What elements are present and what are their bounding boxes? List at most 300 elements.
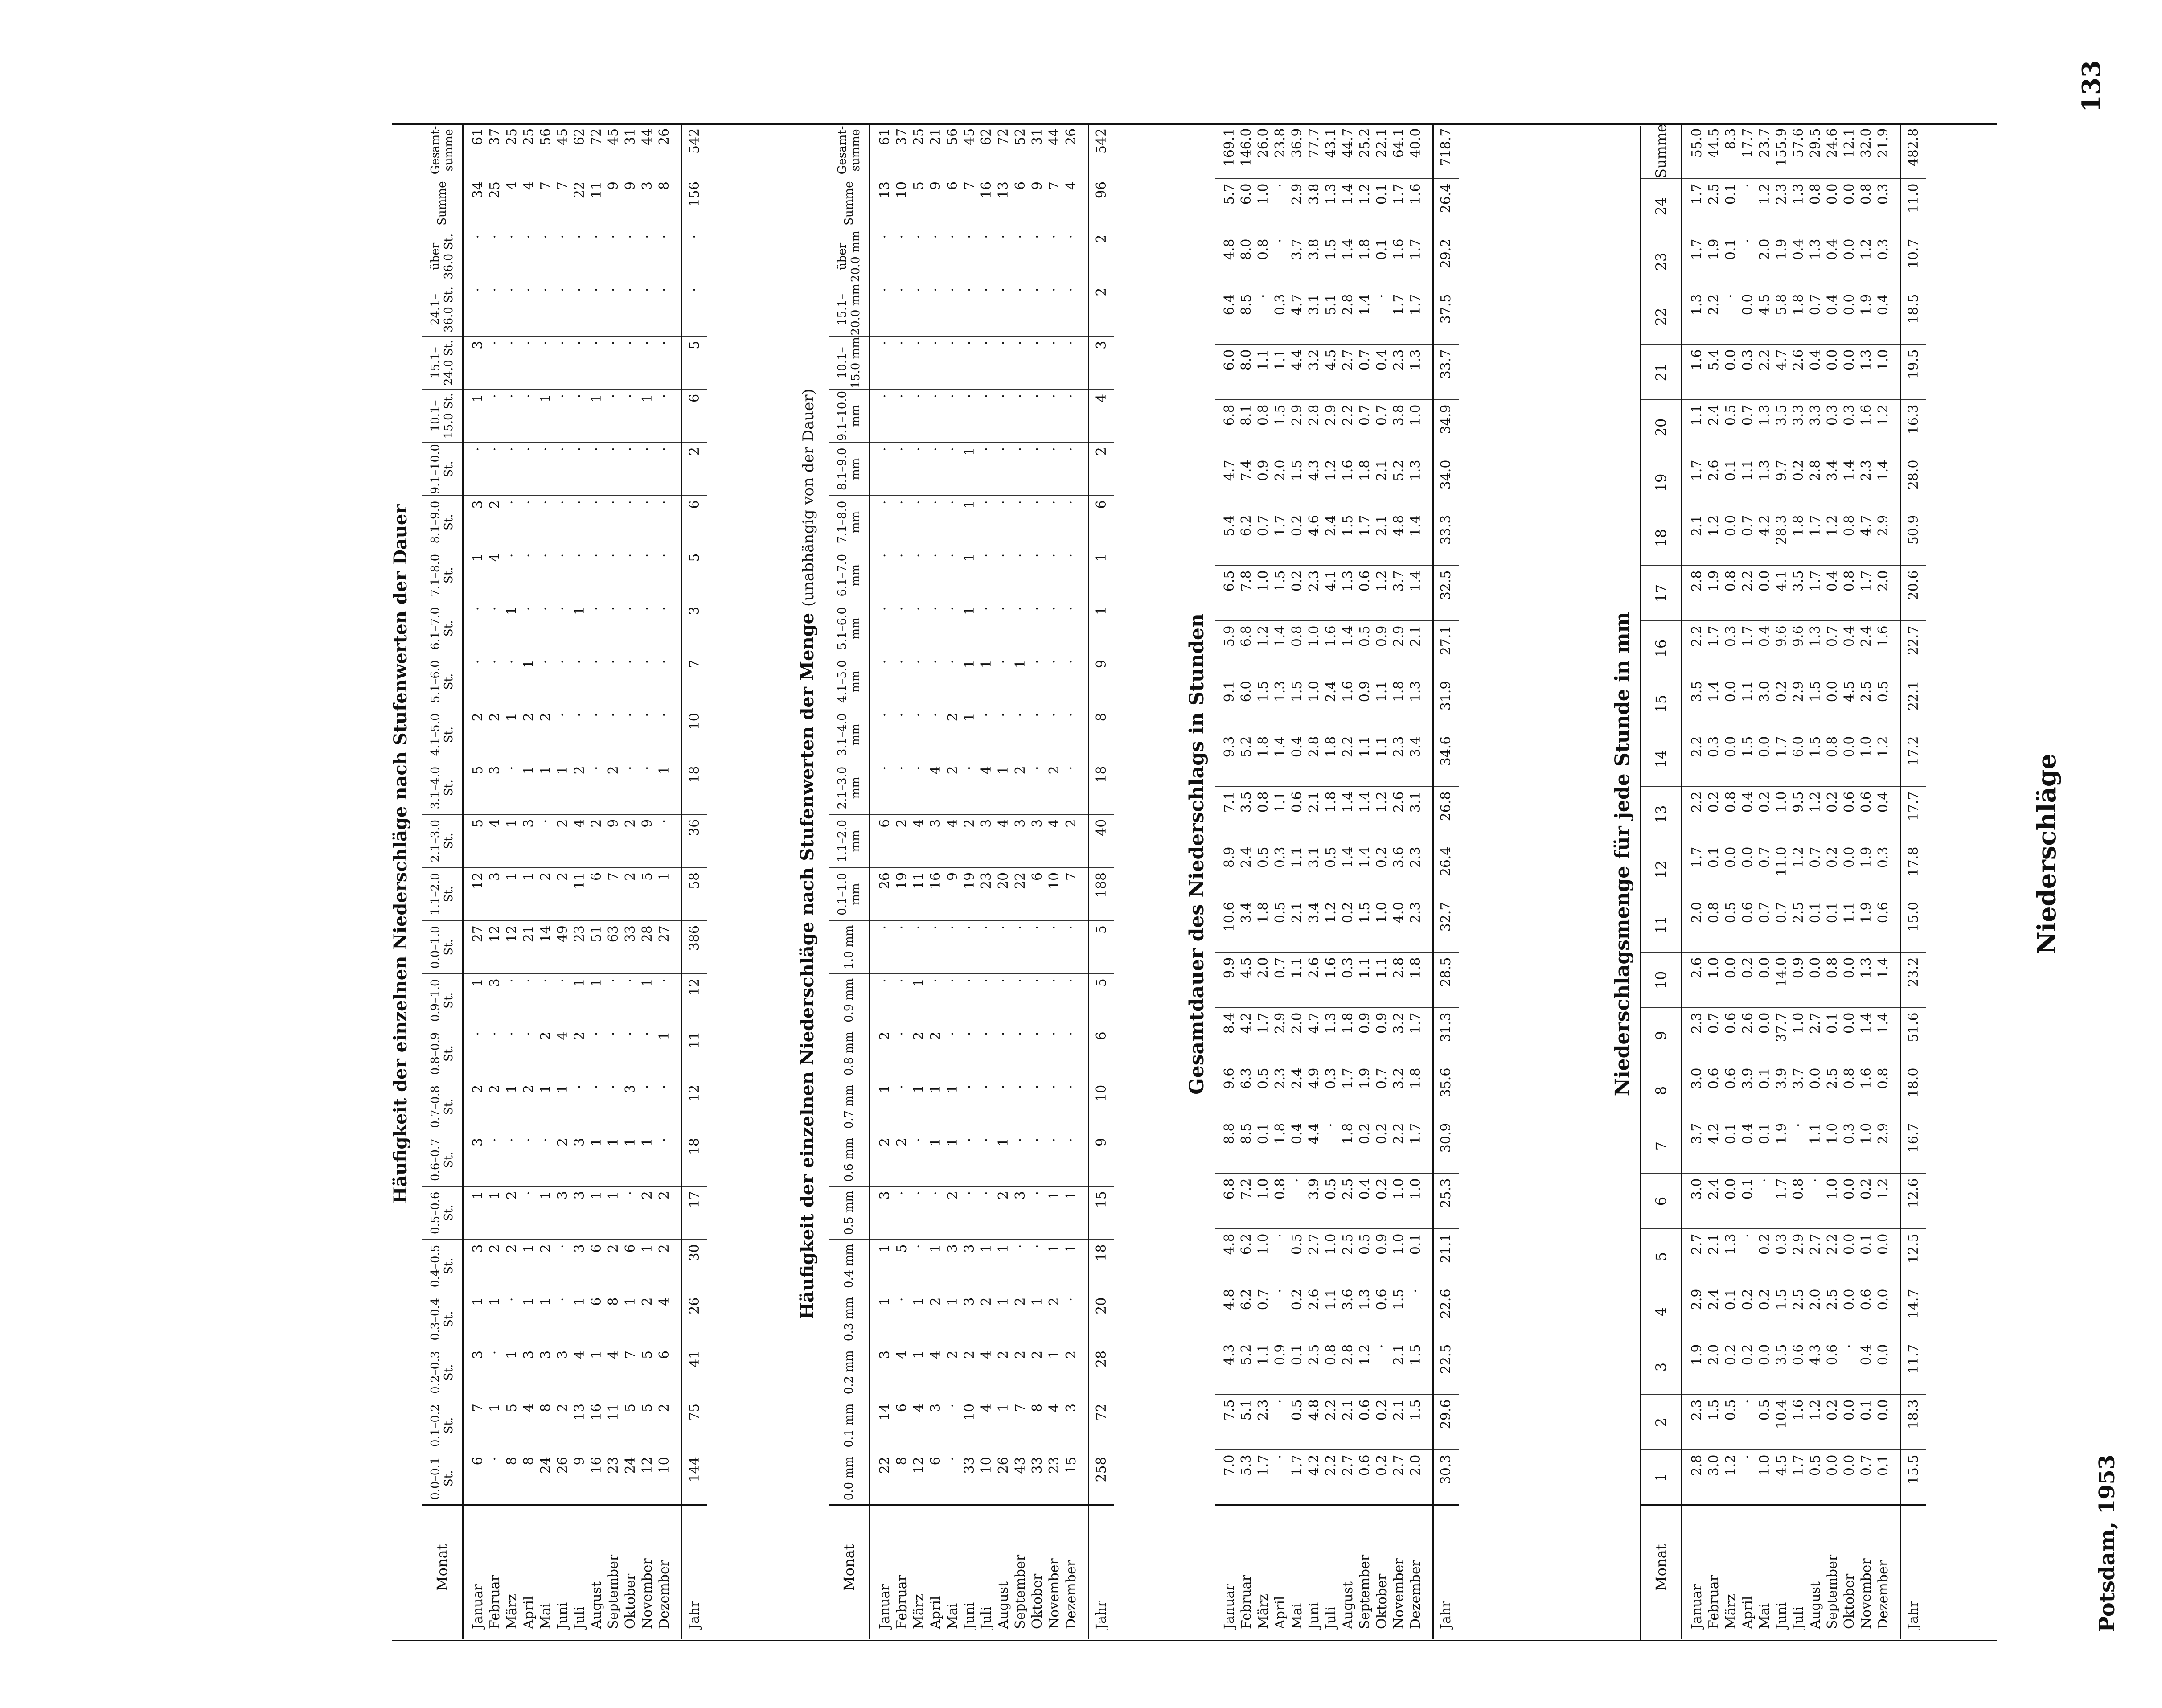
table3-cell: 1 (961, 602, 978, 655)
table3-cell: · (978, 496, 995, 549)
table4-cell: 2 (639, 1187, 656, 1240)
table4-cell: 8 (656, 177, 682, 230)
table3-title-main: Häufigkeit der einzelnen Niederschläge nach Stufenwerten der Menge (797, 612, 818, 1319)
table4-cell: · (622, 655, 639, 708)
table4-cell: 1 (463, 549, 487, 602)
table4-cell: · (537, 1133, 554, 1186)
table2-cell: 1.6 (1407, 179, 1433, 234)
table4-row (639, 123, 656, 1639)
table1-row (1790, 123, 1807, 1639)
table3-cell: 26 (1063, 123, 1089, 177)
table4-cell: · (588, 655, 605, 708)
table1-cell: 1.5 (1807, 676, 1824, 731)
table4-cell: · (656, 1133, 682, 1186)
table1-cell: 1.3 (1807, 234, 1824, 289)
table4-cell: 3 (554, 1187, 571, 1240)
table4-cell: · (656, 496, 682, 549)
table4-cell: 7 (605, 867, 622, 920)
table3-cell: · (894, 655, 911, 708)
table4-cell: · (571, 336, 588, 389)
table4-cell: · (656, 230, 682, 283)
table3-col-header: 0.5 mm (829, 1187, 870, 1240)
table2-cell: 1.0 (1306, 676, 1323, 731)
table1-cell: 2.6 (1739, 1008, 1756, 1063)
table4-cell: 5 (463, 761, 487, 814)
table3-cell: · (944, 1399, 961, 1452)
table4-cell: 16 (588, 1399, 605, 1452)
table3-cell: 1 (1012, 655, 1029, 708)
table1-cell: 1.7 (1858, 566, 1875, 621)
table2-cell: 1.3 (1407, 676, 1433, 731)
table3-cell: · (961, 1187, 978, 1240)
table2-cell: 6.4 (1215, 289, 1238, 345)
table2-cell: · (1255, 289, 1272, 345)
month-label: Oktober (1374, 1505, 1391, 1639)
table2-cell: 0.6 (1374, 1284, 1391, 1339)
table3-year-cell: 188 (1089, 867, 1115, 920)
table4-cell: · (554, 389, 571, 442)
table4-cell: · (605, 974, 622, 1027)
table1-cell: 0.0 (1841, 953, 1858, 1008)
table4-cell: 16 (588, 1452, 605, 1505)
table4-cell: · (571, 230, 588, 283)
table3-cell: 2 (978, 1293, 995, 1346)
month-label: Januar (870, 1505, 894, 1639)
table2-cell: 2.2 (1391, 1118, 1407, 1174)
table1-cell: 0.1 (1739, 1174, 1756, 1229)
month-label: Juni (1306, 1505, 1323, 1639)
table2-cell: 4.2 (1306, 1450, 1323, 1505)
month-label: Juli (1323, 1505, 1340, 1639)
table1-year-cell: 10.7 (1901, 234, 1927, 289)
table3-month-header: Monat (829, 1505, 870, 1639)
table4-cell: 51 (588, 921, 605, 974)
table2-cell: 2.1 (1374, 510, 1391, 566)
table1-year-cell: 15.5 (1901, 1450, 1927, 1505)
table3-cell: 10 (894, 177, 911, 230)
table4-year-row (682, 123, 708, 1639)
table3-cell: · (1029, 602, 1046, 655)
table4-cell: · (521, 389, 537, 442)
table2-cell: · (1374, 1339, 1391, 1395)
month-label: Juli (978, 1505, 995, 1639)
table4-row (537, 123, 554, 1639)
table1-cell: 0.2 (1824, 1395, 1841, 1450)
table2-cell: 7.5 (1215, 1395, 1238, 1450)
table2-cell: 1.8 (1323, 731, 1340, 787)
table1-cell: 1.7 (1739, 621, 1756, 676)
table3-cell: · (1029, 230, 1046, 283)
table2-cell: 1.6 (1340, 676, 1357, 731)
table3-cell: 21 (927, 123, 944, 177)
table1-cell: 0.1 (1723, 1284, 1739, 1339)
table1-cell: 0.0 (1824, 345, 1841, 400)
table4-cell: 4 (554, 1027, 571, 1080)
table2-cell: 1.3 (1272, 676, 1289, 731)
table4-cell: · (537, 496, 554, 549)
table2-cell: 0.8 (1272, 1174, 1289, 1229)
table3-year-cell: 2 (1089, 230, 1115, 283)
table1-cell: 0.4 (1790, 234, 1807, 289)
table1-year-cell: 22.7 (1901, 621, 1927, 676)
table3-cell: 3 (961, 1240, 978, 1293)
table1-cell: 0.2 (1773, 676, 1790, 731)
table4-cell: · (521, 1027, 537, 1080)
table1-cell: 0.8 (1841, 510, 1858, 566)
table4-cell: 1 (622, 1293, 639, 1346)
table3-cell: 20 (995, 867, 1012, 920)
table3-cell: · (995, 921, 1012, 974)
table2-year-row (1433, 123, 1459, 1639)
table4-cell: · (622, 283, 639, 336)
table4-cell: 2 (605, 1240, 622, 1293)
table2-cell: 2.5 (1306, 1339, 1323, 1395)
table3-year-row (1089, 123, 1115, 1639)
table4-cell: 4 (656, 1293, 682, 1346)
table3-cell: · (978, 708, 995, 761)
table2-cell: 3.7 (1391, 566, 1407, 621)
table1-cell: 0.0 (1723, 345, 1739, 400)
table4-cell: 3 (554, 1346, 571, 1399)
table4-year-cell: 18 (682, 1133, 708, 1186)
table4-cell: 1 (639, 1240, 656, 1293)
table3-cell: 14 (870, 1399, 894, 1452)
table4-cell: 2 (656, 1240, 682, 1293)
table1-cell: 1.0 (1824, 1118, 1841, 1174)
table4-cell: · (656, 336, 682, 389)
table1-year-cell: 482.8 (1901, 123, 1927, 179)
table4-cell: · (622, 1027, 639, 1080)
table2-year-cell: 34.0 (1433, 455, 1459, 510)
table1-cell: 2.3 (1682, 1008, 1706, 1063)
table3-cell: 13 (995, 177, 1012, 230)
table4-cell: · (622, 602, 639, 655)
table3-cell: · (1029, 1240, 1046, 1293)
table2-year-cell: 27.1 (1433, 621, 1459, 676)
table1-cell: 0.8 (1706, 897, 1723, 953)
table3-year-cell: 6 (1089, 1027, 1115, 1080)
table2-cell: 0.2 (1374, 1174, 1391, 1229)
table3-cell: 2 (1063, 814, 1089, 867)
table3-cell: 10 (978, 1452, 995, 1505)
table3-cell: 1 (911, 1293, 927, 1346)
table1-cell: 0.0 (1841, 179, 1858, 234)
month-label: Januar (1682, 1505, 1706, 1639)
table3-cell: · (995, 708, 1012, 761)
table3-col-header: 10.1–15.0 mm (829, 336, 870, 389)
table1-cell: 0.0 (1756, 566, 1773, 621)
month-label: November (1858, 1505, 1875, 1639)
table1-cell: 1.0 (1706, 953, 1723, 1008)
table2-cell: 0.2 (1374, 1395, 1391, 1450)
table4-cell: 2 (554, 1399, 571, 1452)
table3-cell: · (894, 389, 911, 442)
table4-cell: 1 (521, 1293, 537, 1346)
table3-col-header: 0.2 mm (829, 1346, 870, 1399)
table2-row (1289, 123, 1306, 1639)
table2-cell: 44.7 (1340, 123, 1357, 179)
table4-cell: · (521, 283, 537, 336)
table3-cell: · (927, 496, 944, 549)
table2-year-cell: 32.5 (1433, 566, 1459, 621)
table1-cell: 0.2 (1706, 787, 1723, 842)
table2-cell: 2.1 (1391, 1339, 1407, 1395)
table3-cell: · (961, 921, 978, 974)
table1-cell: 3.0 (1682, 1174, 1706, 1229)
table2-cell: 8.0 (1238, 345, 1255, 400)
table2-row (1238, 123, 1255, 1639)
table2-cell: 1.5 (1340, 510, 1357, 566)
table1-cell: 0.1 (1756, 1118, 1773, 1174)
table2-cell: 2.3 (1391, 345, 1407, 400)
table3-year-cell: 5 (1089, 921, 1115, 974)
table4-cell: 4 (504, 177, 521, 230)
table3-cell: · (1046, 496, 1063, 549)
table3-cell: 4 (894, 1346, 911, 1399)
table1-cell: 1.7 (1706, 621, 1723, 676)
table3-cell: · (927, 655, 944, 708)
table1-cell: 1.8 (1790, 289, 1807, 345)
table3-cell: · (978, 443, 995, 496)
table1-cell: 29.5 (1807, 123, 1824, 179)
table1-cell: 0.6 (1875, 897, 1901, 953)
table2-cell: 1.7 (1272, 510, 1289, 566)
table4-cell: 1 (487, 1187, 504, 1240)
table3-cell: 1 (995, 1240, 1012, 1293)
table2-cell: 1.1 (1289, 953, 1306, 1008)
table4-cell: 1 (605, 1187, 622, 1240)
table2-cell: 4.7 (1306, 1008, 1323, 1063)
table2-year-cell: 718.7 (1433, 123, 1459, 179)
table2-cell: 1.8 (1391, 676, 1407, 731)
table3-cell: · (1029, 974, 1046, 1027)
table3-cell: · (961, 761, 978, 814)
month-label: April (1272, 1505, 1289, 1639)
table1-cell: 1.7 (1682, 842, 1706, 897)
table4-cell: · (622, 974, 639, 1027)
table4-cell: 2 (571, 761, 588, 814)
table3-cell: · (1063, 602, 1089, 655)
table1-cell: 2.0 (1706, 1339, 1723, 1395)
table4-cell: · (521, 443, 537, 496)
table2-cell: 1.5 (1289, 455, 1306, 510)
table1-cell: 3.0 (1756, 676, 1773, 731)
table3-cell: · (978, 336, 995, 389)
table2-cell: 22.1 (1374, 123, 1391, 179)
table2-cell: 2.7 (1391, 1450, 1407, 1505)
table3-cell: · (1063, 443, 1089, 496)
table2-cell: 0.7 (1255, 510, 1272, 566)
table3-cell: · (1046, 1080, 1063, 1133)
table4-cell: · (656, 443, 682, 496)
table3-cell: · (1046, 283, 1063, 336)
table2-cell: 3.9 (1306, 1174, 1323, 1229)
table2-cell: 5.3 (1238, 1450, 1255, 1505)
table1-cell: 1.9 (1858, 897, 1875, 953)
table3-cell: · (961, 1027, 978, 1080)
table4-cell: · (504, 230, 521, 283)
table3-cell: · (1029, 708, 1046, 761)
table4-cell: · (463, 443, 487, 496)
table2-cell: · (1272, 1229, 1289, 1284)
table4-cell: 1 (656, 1027, 682, 1080)
table4-cell: · (487, 655, 504, 708)
table3-cell: · (995, 496, 1012, 549)
table4-cell: · (554, 1293, 571, 1346)
table3-cell: · (1029, 1187, 1046, 1240)
table1-cell: 3.5 (1773, 1339, 1790, 1395)
table2-cell: 0.9 (1255, 455, 1272, 510)
table3-cell: 1 (995, 1293, 1012, 1346)
table3-row (995, 123, 1012, 1639)
table4-cell: · (588, 443, 605, 496)
table4-year-cell: 5 (682, 336, 708, 389)
table4-cell: · (521, 336, 537, 389)
table2-cell: 2.8 (1306, 400, 1323, 455)
table2-row (1407, 123, 1433, 1639)
table2-cell: 2.8 (1306, 731, 1323, 787)
table2-row (1306, 123, 1323, 1639)
table3 (829, 123, 1114, 1639)
table3-col-header: 0.9 mm (829, 974, 870, 1027)
table3-year-cell: 18 (1089, 761, 1115, 814)
table3-cell: 1 (961, 443, 978, 496)
table2-cell: 4.0 (1391, 897, 1407, 953)
table4-cell: · (588, 230, 605, 283)
table2-cell: 3.2 (1391, 1008, 1407, 1063)
table3-header-row (829, 123, 870, 1639)
table2-cell: 0.9 (1374, 1008, 1391, 1063)
table4-cell: · (554, 443, 571, 496)
table4-cell: 26 (554, 1452, 571, 1505)
table3-cell: 1 (944, 1080, 961, 1133)
table3-title-note: (unabhängig von der Dauer) (800, 389, 817, 607)
table3-cell: 3 (978, 814, 995, 867)
table1-cell: 0.5 (1723, 897, 1739, 953)
month-label: Februar (1706, 1505, 1723, 1639)
table1-cell: 1.3 (1723, 1229, 1739, 1284)
table3-cell: · (995, 230, 1012, 283)
table3-cell: 2 (995, 1187, 1012, 1240)
table4-cell: · (504, 389, 521, 442)
table3-title (797, 0, 818, 1708)
table2-cell: · (1272, 1284, 1289, 1339)
table3-cell: 1 (944, 1133, 961, 1186)
month-label: Dezember (1875, 1505, 1901, 1639)
table1-cell: 2.2 (1682, 731, 1706, 787)
table1-cell: 0.0 (1824, 1450, 1841, 1505)
table4-cell: · (504, 655, 521, 708)
table1-cell: 0.3 (1841, 400, 1858, 455)
table3-cell: · (870, 602, 894, 655)
table2-cell: 1.1 (1374, 953, 1391, 1008)
table4-cell: · (605, 1027, 622, 1080)
table3-cell: · (1012, 921, 1029, 974)
table2-cell: 2.0 (1289, 1008, 1306, 1063)
table1-cell: 0.3 (1723, 621, 1739, 676)
table1-cell: 28.3 (1773, 510, 1790, 566)
table1-cell: 2.6 (1682, 953, 1706, 1008)
table2-cell: 169.1 (1215, 123, 1238, 179)
table4-cell: · (463, 1027, 487, 1080)
table3-cell: · (911, 1187, 927, 1240)
table3-cell: 4 (911, 1399, 927, 1452)
table3-cell: · (961, 1080, 978, 1133)
table1-cell: 0.5 (1756, 1395, 1773, 1450)
table3-row (870, 123, 894, 1639)
table4-cell: 24 (537, 1452, 554, 1505)
table3-cell: · (1012, 974, 1029, 1027)
table2-cell: 5.2 (1238, 731, 1255, 787)
table1-cell: 2.3 (1858, 455, 1875, 510)
table1-cell: 0.6 (1723, 1008, 1739, 1063)
table4-cell: · (571, 549, 588, 602)
table2-cell: 8.0 (1238, 234, 1255, 289)
table4-cell: 1 (588, 1346, 605, 1399)
table1-cell: 0.0 (1807, 953, 1824, 1008)
year-label: Jahr (1433, 1505, 1459, 1639)
table4-cell: · (487, 230, 504, 283)
table1-cell: 1.0 (1858, 731, 1875, 787)
table2-cell: 1.7 (1407, 1008, 1433, 1063)
table2-cell: 0.3 (1340, 953, 1357, 1008)
month-label: Oktober (1029, 1505, 1046, 1639)
table2-cell: 1.0 (1391, 1229, 1407, 1284)
table2-cell: 6.8 (1215, 1174, 1238, 1229)
month-label: Dezember (656, 1505, 682, 1639)
table4-cell: 2 (554, 867, 571, 920)
table4-cell: · (554, 602, 571, 655)
table2-cell: 5.1 (1323, 289, 1340, 345)
table3-col-header: 6.1–7.0 mm (829, 549, 870, 602)
table2-cell: 5.9 (1215, 621, 1238, 676)
table1-cell: 2.7 (1807, 1008, 1824, 1063)
table3-cell: · (1046, 1133, 1063, 1186)
table3-cell: 6 (870, 814, 894, 867)
table4-cell: 5 (639, 867, 656, 920)
table2-cell: 5.2 (1238, 1339, 1255, 1395)
table1-cell: 1.8 (1790, 510, 1807, 566)
table1-cell: 3.9 (1773, 1063, 1790, 1118)
table1-cell: 0.0 (1723, 676, 1739, 731)
table3-cell: 44 (1046, 123, 1063, 177)
table4-cell: · (463, 602, 487, 655)
table1-col-header: 12 (1641, 842, 1682, 897)
table2-cell: 0.5 (1323, 1174, 1340, 1229)
table1-cell: 1.3 (1858, 953, 1875, 1008)
table1-cell: 9.7 (1773, 455, 1790, 510)
table4-cell: 1 (639, 389, 656, 442)
table3-cell: · (1012, 1027, 1029, 1080)
table3-col-header: 0.0 mm (829, 1452, 870, 1505)
table1-col-header: 2 (1641, 1395, 1682, 1450)
table4-cell: · (521, 549, 537, 602)
table1-cell: 2.2 (1706, 289, 1723, 345)
table3-cell: 1 (1046, 1240, 1063, 1293)
table3-cell: · (1046, 655, 1063, 708)
table3-cell: 4 (911, 814, 927, 867)
table2-cell: 0.6 (1289, 787, 1306, 842)
month-label: August (1340, 1505, 1357, 1639)
table1-cell: 1.6 (1875, 621, 1901, 676)
table4-cell: · (639, 708, 656, 761)
table4-cell: 3 (521, 1346, 537, 1399)
table1-cell: 1.5 (1773, 1284, 1790, 1339)
table4-cell: 34 (463, 177, 487, 230)
table3-cell: 12 (911, 1452, 927, 1505)
table1-cell: 0.2 (1756, 1284, 1773, 1339)
table3-cell: · (1046, 549, 1063, 602)
